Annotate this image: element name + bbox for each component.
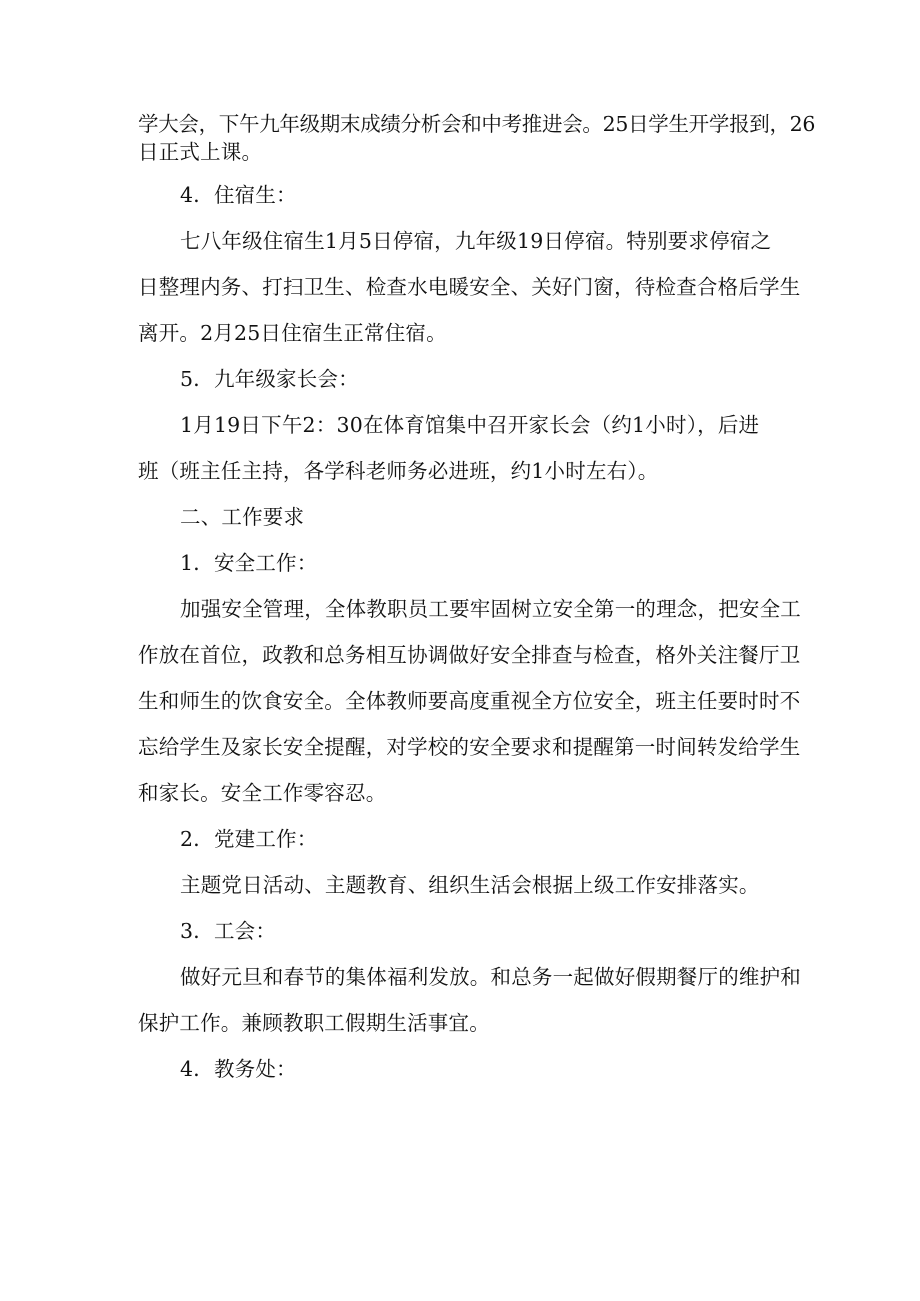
body-text-line: 主题党日活动、主题教育、组织生活会根据上级工作安排落实。 [180,873,760,897]
section-heading: 1．安全工作： [180,551,318,575]
body-text-line: 做好元旦和春节的集体福利发放。和总务一起做好假期餐厅的维护和 [180,965,801,989]
section-heading: 4．住宿生： [180,183,297,207]
section-heading: 4．教务处： [180,1057,297,1081]
section-heading: 2．党建工作： [180,827,318,851]
section-heading: 3．工会： [180,919,277,943]
body-text-line: 七八年级住宿生1月5日停宿，九年级19日停宿。特别要求停宿之 [180,229,772,253]
section-heading: 5．九年级家长会： [180,367,359,391]
body-text-line: 日正式上课。 [138,140,263,164]
body-text-line: 忘给学生及家长安全提醒，对学校的安全要求和提醒第一时间转发给学生 [138,735,801,759]
body-text-line: 作放在首位，政教和总务相互协调做好安全排查与检查，格外关注餐厅卫 [138,643,801,667]
body-text-line: 离开。2月25日住宿生正常住宿。 [138,321,447,345]
body-text-line: 学大会，下午九年级期末成绩分析会和中考推进会。25日学生开学报到，26 [138,112,816,136]
body-text-line: 生和师生的饮食安全。全体教师要高度重视全方位安全，班主任要时时不 [138,689,801,713]
chapter-heading: 二、工作要求 [180,505,305,529]
body-text-line: 1月19日下午2：30在体育馆集中召开家长会（约1小时），后进 [180,413,760,437]
body-text-line: 和家长。安全工作零容忍。 [138,781,387,805]
body-text-line: 班（班主任主持，各学科老师务必进班，约1小时左右）。 [138,459,659,483]
body-text-line: 日整理内务、打扫卫生、检查水电暖安全、关好门窗，待检查合格后学生 [138,275,801,299]
body-text-line: 保护工作。兼顾教职工假期生活事宜。 [138,1011,490,1035]
body-text-line: 加强安全管理，全体教职员工要牢固树立安全第一的理念，把安全工 [180,597,801,621]
